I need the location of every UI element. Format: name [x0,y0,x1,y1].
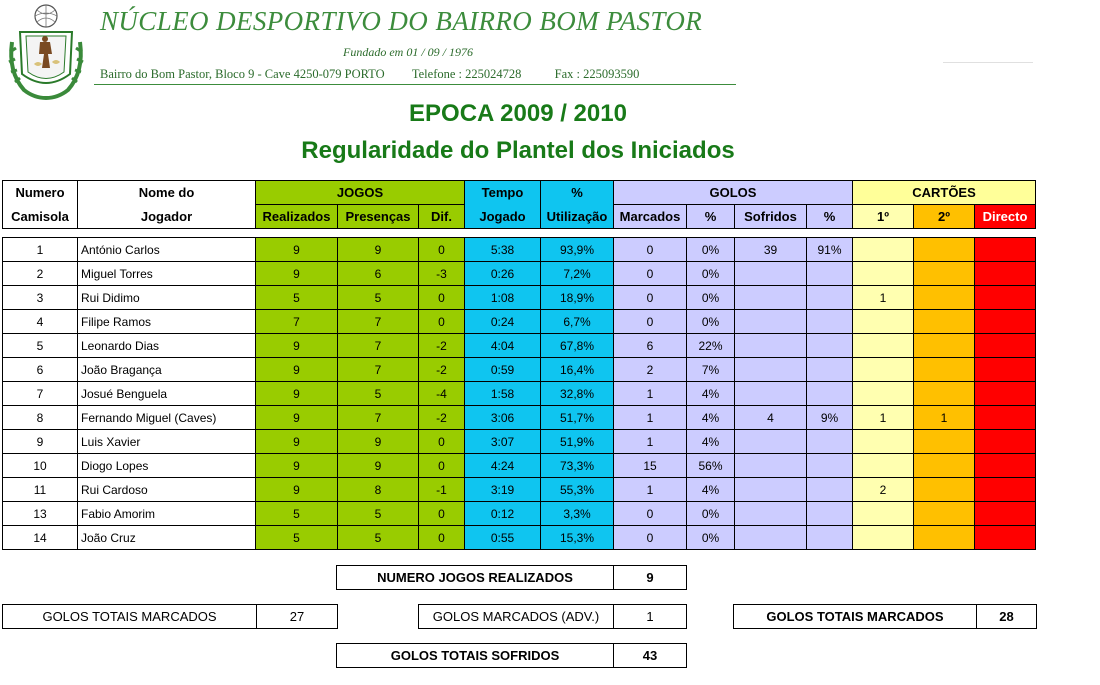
table-row [3,478,1036,502]
table-row [3,382,1036,406]
time-played-cell: 3:19 [465,478,541,502]
second-yellow-cell [914,430,975,454]
games-played-cell: 5 [256,502,338,526]
header-direct-card: Directo [975,205,1036,229]
header-jogos: JOGOS [256,181,465,205]
second-yellow-cell [914,526,975,550]
appearances-cell: 7 [338,406,419,430]
red-card-cell [975,334,1036,358]
goals-conceded-cell [735,502,807,526]
time-played-cell: 3:06 [465,406,541,430]
first-yellow-cell [853,310,914,334]
time-played-cell: 1:58 [465,382,541,406]
difference-cell: 0 [419,286,465,310]
goals-scored-pct-cell: 0% [687,286,735,310]
header-marcados: Marcados [614,205,687,229]
first-yellow-cell [853,454,914,478]
red-card-cell [975,382,1036,406]
goals-scored-pct-cell: 0% [687,238,735,262]
goals-conceded-cell [735,310,807,334]
goals-scored-pct-cell: 0% [687,526,735,550]
goals-scored-box [2,604,338,629]
utilization-cell: 6,7% [541,310,614,334]
goals-scored-cell: 0 [614,526,687,550]
goals-conceded-cell [735,526,807,550]
second-yellow-cell [914,262,975,286]
own-goals-value: 1 [613,605,686,628]
games-played-cell: 9 [256,478,338,502]
shirt-number-cell: 9 [3,430,78,454]
utilization-cell: 55,3% [541,478,614,502]
shirt-number-cell: 10 [3,454,78,478]
table-row [3,310,1036,334]
first-yellow-cell [853,358,914,382]
utilization-cell: 18,9% [541,286,614,310]
goals-scored-pct-cell: 7% [687,358,735,382]
goals-scored-value: 27 [256,605,337,628]
time-played-cell: 0:12 [465,502,541,526]
first-yellow-cell [853,334,914,358]
goals-conceded-cell [735,334,807,358]
total-goals-label: GOLOS TOTAIS MARCADOS [766,609,944,624]
total-goals-value: 28 [976,605,1036,628]
goals-scored-label: GOLOS TOTAIS MARCADOS [42,609,217,624]
first-yellow-cell [853,238,914,262]
goals-scored-pct-cell: 4% [687,478,735,502]
decorative-line [943,62,1033,63]
utilization-cell: 67,8% [541,334,614,358]
goals-scored-cell: 2 [614,358,687,382]
season-title: EPOCA 2009 / 2010 [409,100,627,127]
games-played-value: 9 [613,566,686,589]
utilization-cell: 3,3% [541,502,614,526]
table-row [3,454,1036,478]
appearances-cell: 5 [338,382,419,406]
header-second-card: 2º [914,205,975,229]
difference-cell: -2 [419,358,465,382]
club-crest-icon [4,2,88,102]
goals-scored-pct-cell: 0% [687,310,735,334]
goals-scored-cell: 15 [614,454,687,478]
games-played-cell: 9 [256,406,338,430]
goals-scored-cell: 1 [614,406,687,430]
first-yellow-cell [853,430,914,454]
goals-conceded-pct-cell [807,310,853,334]
goals-scored-pct-cell: 4% [687,430,735,454]
utilization-cell: 7,2% [541,262,614,286]
header-pct-marcados: % [687,205,735,229]
table-row [3,430,1036,454]
appearances-cell: 5 [338,526,419,550]
goals-conceded-pct-cell [807,502,853,526]
player-name-cell: Luis Xavier [78,430,256,454]
table-row [3,502,1036,526]
difference-cell: 0 [419,502,465,526]
goals-conceded-cell [735,358,807,382]
shirt-number-cell: 7 [3,382,78,406]
goals-conceded-cell: 4 [735,406,807,430]
difference-cell: -3 [419,262,465,286]
utilization-cell: 51,7% [541,406,614,430]
shirt-number-cell: 2 [3,262,78,286]
games-played-cell: 9 [256,358,338,382]
player-name-cell: João Cruz [78,526,256,550]
player-name-cell: Fernando Miguel (Caves) [78,406,256,430]
appearances-cell: 5 [338,286,419,310]
time-played-cell: 0:59 [465,358,541,382]
second-yellow-cell: 1 [914,406,975,430]
fax: Fax : 225093590 [554,67,640,81]
player-name-cell: Fabio Amorim [78,502,256,526]
header-presencas: Presenças [338,205,419,229]
red-card-cell [975,310,1036,334]
second-yellow-cell [914,382,975,406]
shirt-number-cell: 11 [3,478,78,502]
squad-table [2,180,1036,550]
games-played-cell: 9 [256,430,338,454]
table-row [3,334,1036,358]
header-pct-sofridos: % [807,205,853,229]
goals-conceded-cell [735,382,807,406]
time-played-cell: 3:07 [465,430,541,454]
goals-conceded-cell [735,430,807,454]
utilization-cell: 73,3% [541,454,614,478]
second-yellow-cell [914,238,975,262]
table-header-row-2 [3,205,1036,229]
goals-conceded-cell [735,262,807,286]
utilization-cell: 15,3% [541,526,614,550]
goals-scored-cell: 0 [614,286,687,310]
goals-conceded-cell [735,478,807,502]
appearances-cell: 9 [338,430,419,454]
table-row [3,358,1036,382]
red-card-cell [975,526,1036,550]
games-played-cell: 9 [256,238,338,262]
goals-scored-pct-cell: 56% [687,454,735,478]
red-card-cell [975,478,1036,502]
goals-scored-cell: 1 [614,430,687,454]
goals-conceded-pct-cell: 9% [807,406,853,430]
header-pct-utilizacao: % [541,181,614,205]
utilization-cell: 93,9% [541,238,614,262]
header-dif: Dif. [419,205,465,229]
table-header-row-1 [3,181,1036,205]
table-row [3,526,1036,550]
first-yellow-cell [853,502,914,526]
red-card-cell [975,286,1036,310]
header-numero: Numero [3,181,78,205]
goals-conceded-pct-cell [807,358,853,382]
own-goals-label: GOLOS MARCADOS (ADV.) [432,609,600,624]
player-name-cell: Josué Benguela [78,382,256,406]
time-played-cell: 1:08 [465,286,541,310]
second-yellow-cell [914,478,975,502]
difference-cell: 0 [419,454,465,478]
goals-conceded-pct-cell [807,286,853,310]
goals-conceded-box [336,643,687,668]
goals-conceded-cell [735,286,807,310]
shirt-number-cell: 6 [3,358,78,382]
address: Bairro do Bom Pastor, Bloco 9 - Cave 4250-079 PORTO [100,67,385,81]
difference-cell: -4 [419,382,465,406]
goals-conceded-value: 43 [613,644,686,667]
appearances-cell: 9 [338,454,419,478]
second-yellow-cell [914,502,975,526]
difference-cell: -2 [419,406,465,430]
header-nome: Nome do [78,181,256,205]
games-played-cell: 7 [256,310,338,334]
header-golos: GOLOS [614,181,853,205]
player-name-cell: Miguel Torres [78,262,256,286]
goals-conceded-pct-cell: 91% [807,238,853,262]
own-goals-box [418,604,687,629]
player-name-cell: Leonardo Dias [78,334,256,358]
games-played-cell: 9 [256,382,338,406]
time-played-cell: 4:04 [465,334,541,358]
goals-conceded-pct-cell [807,526,853,550]
table-gap-row [3,229,1036,238]
goals-scored-pct-cell: 4% [687,406,735,430]
club-name: NÚCLEO DESPORTIVO DO BAIRRO BOM PASTOR [100,6,703,36]
shirt-number-cell: 4 [3,310,78,334]
player-rows [3,238,1036,550]
games-played-box [336,565,687,590]
shirt-number-cell: 5 [3,334,78,358]
goals-conceded-pct-cell [807,430,853,454]
header-divider [94,84,736,85]
second-yellow-cell [914,286,975,310]
player-name-cell: Filipe Ramos [78,310,256,334]
header-jogador: Jogador [78,205,256,229]
player-name-cell: João Bragança [78,358,256,382]
phone: Telefone : 225024728 [411,67,522,81]
difference-cell: 0 [419,310,465,334]
games-played-cell: 9 [256,334,338,358]
time-played-cell: 0:26 [465,262,541,286]
utilization-cell: 51,9% [541,430,614,454]
goals-conceded-pct-cell [807,334,853,358]
appearances-cell: 9 [338,238,419,262]
goals-conceded-cell: 39 [735,238,807,262]
header-realizados: Realizados [256,205,338,229]
goals-conceded-label: GOLOS TOTAIS SOFRIDOS [390,648,560,663]
red-card-cell [975,406,1036,430]
appearances-cell: 5 [338,502,419,526]
appearances-cell: 6 [338,262,419,286]
red-card-cell [975,358,1036,382]
first-yellow-cell [853,526,914,550]
goals-scored-pct-cell: 0% [687,262,735,286]
header-tempo: Tempo [465,181,541,205]
goals-conceded-pct-cell [807,478,853,502]
player-name-cell: Rui Cardoso [78,478,256,502]
difference-cell: -2 [419,334,465,358]
time-played-cell: 0:24 [465,310,541,334]
header-first-card: 1º [853,205,914,229]
first-yellow-cell [853,262,914,286]
difference-cell: 0 [419,526,465,550]
table-row [3,262,1036,286]
second-yellow-cell [914,454,975,478]
red-card-cell [975,262,1036,286]
goals-conceded-pct-cell [807,262,853,286]
shirt-number-cell: 8 [3,406,78,430]
player-name-cell: António Carlos [78,238,256,262]
table-row [3,238,1036,262]
time-played-cell: 4:24 [465,454,541,478]
games-played-cell: 9 [256,262,338,286]
first-yellow-cell [853,382,914,406]
header-utilizacao: Utilização [541,205,614,229]
goals-conceded-cell [735,454,807,478]
first-yellow-cell: 1 [853,406,914,430]
second-yellow-cell [914,358,975,382]
appearances-cell: 7 [338,334,419,358]
shirt-number-cell: 3 [3,286,78,310]
goals-scored-cell: 0 [614,238,687,262]
contact-line [100,67,639,82]
player-name-cell: Diogo Lopes [78,454,256,478]
utilization-cell: 16,4% [541,358,614,382]
header-jogado: Jogado [465,205,541,229]
goals-scored-pct-cell: 22% [687,334,735,358]
games-played-label: NUMERO JOGOS REALIZADOS [377,570,573,585]
red-card-cell [975,502,1036,526]
difference-cell: 0 [419,430,465,454]
red-card-cell [975,238,1036,262]
goals-scored-cell: 0 [614,502,687,526]
appearances-cell: 7 [338,310,419,334]
table-row [3,286,1036,310]
goals-conceded-pct-cell [807,454,853,478]
appearances-cell: 7 [338,358,419,382]
difference-cell: -1 [419,478,465,502]
goals-scored-cell: 0 [614,262,687,286]
utilization-cell: 32,8% [541,382,614,406]
goals-scored-cell: 0 [614,310,687,334]
games-played-cell: 5 [256,526,338,550]
header-camisola: Camisola [3,205,78,229]
shirt-number-cell: 1 [3,238,78,262]
time-played-cell: 0:55 [465,526,541,550]
shirt-number-cell: 13 [3,502,78,526]
founded-date: Fundado em 01 / 09 / 1976 [343,45,473,59]
red-card-cell [975,430,1036,454]
difference-cell: 0 [419,238,465,262]
shirt-number-cell: 14 [3,526,78,550]
header-cartoes: CARTÕES [853,181,1036,205]
games-played-cell: 9 [256,454,338,478]
goals-scored-cell: 6 [614,334,687,358]
goals-conceded-pct-cell [807,382,853,406]
page-title: Regularidade do Plantel dos Iniciados [301,137,735,164]
appearances-cell: 8 [338,478,419,502]
goals-scored-cell: 1 [614,382,687,406]
second-yellow-cell [914,310,975,334]
first-yellow-cell: 2 [853,478,914,502]
goals-scored-cell: 1 [614,478,687,502]
red-card-cell [975,454,1036,478]
player-name-cell: Rui Didimo [78,286,256,310]
goals-scored-pct-cell: 4% [687,382,735,406]
first-yellow-cell: 1 [853,286,914,310]
games-played-cell: 5 [256,286,338,310]
total-goals-box [733,604,1037,629]
second-yellow-cell [914,334,975,358]
table-row [3,406,1036,430]
header-sofridos: Sofridos [735,205,807,229]
time-played-cell: 5:38 [465,238,541,262]
goals-scored-pct-cell: 0% [687,502,735,526]
